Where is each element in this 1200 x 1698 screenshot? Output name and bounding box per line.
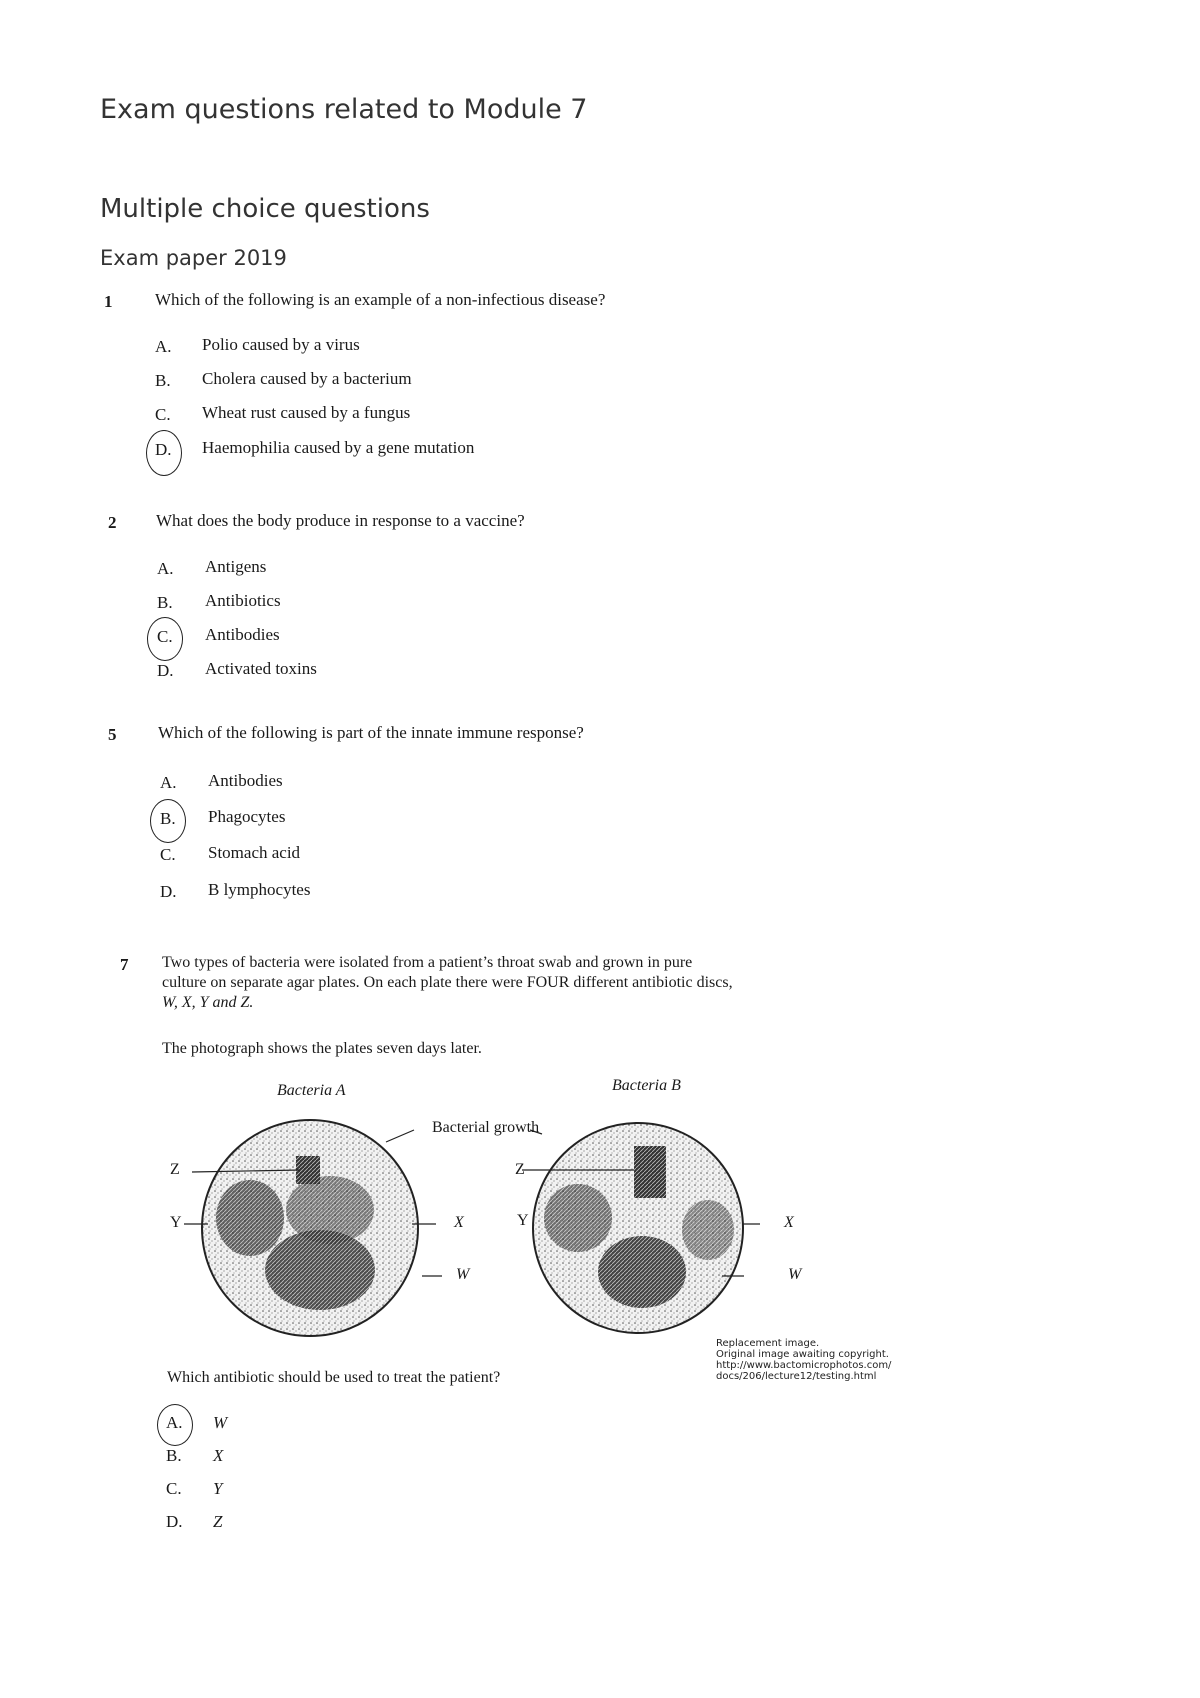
- question-number: 1: [104, 292, 113, 311]
- question-prompt: Which antibiotic should be used to treat the patient?: [167, 1369, 501, 1386]
- option-text: Polio caused by a virus: [202, 335, 360, 354]
- plate-b-caption: Bacteria B: [612, 1077, 681, 1094]
- option-text: Cholera caused by a bacterium: [202, 369, 412, 388]
- question-text: What does the body produce in response to a vaccine?: [156, 511, 525, 530]
- option-letter: C.: [166, 1479, 182, 1498]
- option-letter: D.: [160, 882, 177, 901]
- option-text: Wheat rust caused by a fungus: [202, 403, 411, 422]
- credit-line: docs/206/lecture12/testing.html: [716, 1371, 877, 1382]
- option-letter: C.: [155, 405, 171, 424]
- option-letter: A.: [160, 773, 177, 792]
- option-letter: A.: [157, 559, 174, 578]
- option-letter: C.: [160, 845, 176, 864]
- option-text: Activated toxins: [205, 659, 317, 678]
- label-line-growth: [386, 1130, 414, 1142]
- option-letter: D.: [166, 1512, 183, 1531]
- paper-label: Exam paper 2019: [100, 246, 287, 270]
- option-text: Phagocytes: [208, 807, 286, 826]
- label-w: W: [456, 1266, 470, 1283]
- option-text: B lymphocytes: [208, 880, 311, 899]
- photo-intro: The photograph shows the plates seven days later.: [162, 1040, 482, 1057]
- question-text: W, X, Y and Z.: [162, 994, 254, 1011]
- label-w: W: [788, 1266, 802, 1283]
- plate-a-caption: Bacteria A: [277, 1082, 346, 1099]
- document-title: Exam questions related to Module 7: [100, 94, 588, 125]
- option-text: Antibodies: [205, 625, 280, 644]
- section-heading: Multiple choice questions: [100, 194, 430, 224]
- option-text: Haemophilia caused by a gene mutation: [202, 438, 475, 457]
- label-z: Z: [170, 1161, 180, 1178]
- question-text: culture on separate agar plates. On each plate there were FOUR different antibiotic discs,: [162, 974, 733, 991]
- option-text: Antigens: [205, 557, 267, 576]
- plate-b: [533, 1123, 743, 1333]
- label-x: X: [454, 1214, 464, 1231]
- option-text: Z: [213, 1512, 223, 1531]
- option-letter: B.: [155, 371, 171, 390]
- option-letter: B.: [166, 1446, 182, 1465]
- option-text: Y: [213, 1479, 223, 1498]
- question-number: 7: [120, 955, 129, 974]
- option-letter: A.: [155, 337, 172, 356]
- label-y: Y: [170, 1214, 182, 1231]
- plate-a: [202, 1120, 418, 1336]
- option-letter: A.: [166, 1413, 183, 1432]
- option-text: Antibiotics: [205, 591, 281, 610]
- label-y: Y: [517, 1212, 529, 1229]
- image-credit: [716, 1338, 891, 1382]
- option-text: Antibodies: [208, 771, 283, 790]
- question-text: Which of the following is part of the innate immune response?: [158, 723, 584, 742]
- option-letter: D.: [155, 440, 172, 459]
- question-number: 5: [108, 725, 117, 744]
- credit-line: Original image awaiting copyright.: [716, 1349, 889, 1360]
- option-letter: B.: [160, 809, 176, 828]
- credit-line: Replacement image.: [716, 1338, 820, 1349]
- question-text: Which of the following is an example of a non-infectious disease?: [155, 290, 606, 309]
- question-text: Two types of bacteria were isolated from a patient’s throat swab and grown in pure: [162, 954, 693, 971]
- option-text: W: [213, 1413, 228, 1432]
- credit-line: http://www.bactomicrophotos.com/: [716, 1360, 892, 1371]
- question-number: 2: [108, 513, 117, 532]
- option-letter: C.: [157, 627, 173, 646]
- option-letter: B.: [157, 593, 173, 612]
- label-z: Z: [515, 1161, 525, 1178]
- bacterial-growth-label: Bacterial growth: [432, 1119, 540, 1136]
- option-text: Stomach acid: [208, 843, 301, 862]
- option-text: X: [213, 1446, 224, 1465]
- option-letter: D.: [157, 661, 174, 680]
- label-x: X: [784, 1214, 794, 1231]
